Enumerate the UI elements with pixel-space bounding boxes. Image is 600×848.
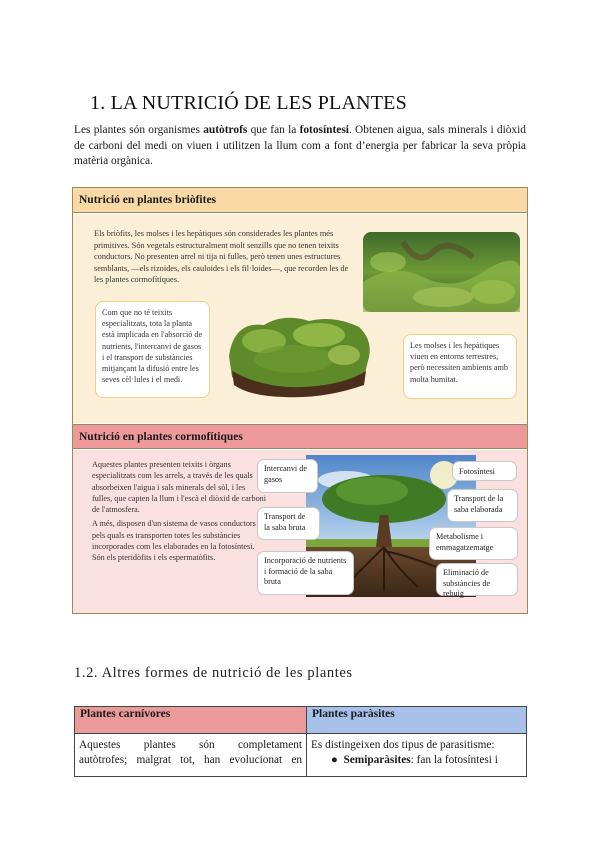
other-nutrition-table	[74, 706, 527, 777]
section-heading: 1.2. Altres formes de nutrició de les plantes	[74, 665, 353, 681]
cormofits-description: Aquestes plantes presenten teixits i òrgans especialitzats com les arrels, a través de les quals absorbeixen l'aigua i sals minerals del sòl, i les fulles, que capten la llum i l'escà el diòxid de carboni de l'atmosfera. A més, disposen d'un sistema de vasos conductors pels quals es transporten totes les substàncies incorporades com les elaborades en la fotosíntesi. Són els pteridòfits i els espermatòfits.	[92, 460, 267, 563]
label-saba-elaborada: Transport de la saba elaborada	[447, 489, 518, 522]
label-incorporacio-nutrients: Incorporació de nutrients i formació de la saba bruta	[257, 551, 354, 595]
moss-forest-photo	[363, 232, 520, 312]
label-intercanvi-gasos: Intercanvi de gasos	[257, 459, 318, 493]
moss-clump-photo	[224, 311, 374, 399]
bullet-icon: ●	[331, 753, 344, 766]
callout-habitat: Les molses i les hepàtiques viuen en entorns terrestres, però necessiten ambients amb molta humitat.	[403, 334, 517, 399]
carnivores-header: Plantes carnívores	[75, 707, 307, 734]
label-fotosintesi: Fotosíntesi	[452, 461, 517, 481]
list-item: ● Semiparàsites: fan la fotosíntesi i	[331, 753, 498, 766]
label-eliminacio-rebuig: Eliminació de substàncies de rebuig	[436, 563, 518, 596]
parasites-header: Plantes paràsites	[307, 707, 527, 734]
intro-paragraph: Les plantes són organismes autòtrofs que fan la fotosíntesi. Obtenen aigua, sals minerals i diòxid de carboni del medi on viuen i utilitzen la llum com a font d’energia per fabricar la seva pròpia matèria orgànica.	[74, 124, 526, 168]
page-title: 1. LA NUTRICIÓ DE LES PLANTES	[90, 92, 407, 114]
parasites-cell: Es distingeixen dos tipus de parasitisme: ● Semiparàsites: fan la fotosíntesi i	[307, 734, 527, 777]
carnivores-cell: Aquestes plantes són completament autòtrofes; malgrat tot, han evolucionat en	[75, 734, 307, 777]
label-saba-bruta: Transport de la saba bruta	[257, 507, 320, 540]
briofits-description: Els briòfits, les molses i les hepàtiques són considerades les plantes més primitives. Són vegetals estructuralment molt senzills que no tenen teixits conductors. No presenten arrel ni tija ni fulles, però tenen unes estructures semblants, —els rizoides, els cauloides i els fil·loides—, que recorden les de les plantes cormofítiques.	[94, 229, 349, 285]
label-metabolisme: Metabolisme i emmagatzematge	[429, 527, 518, 560]
term-fotosintesi: fotosíntesi	[299, 124, 349, 136]
briofits-header: Nutrició en plantes briòfites	[73, 188, 527, 213]
term-autotrofs: autòtrofs	[203, 124, 248, 136]
callout-absorcio: Com que no té teixits especialitzats, tota la planta està implicada en l'absorció de nutrients, l'intercanvi de gasos i el transport de substàncies mitjançant la difusió entre les seves cèl·lules i el medi.	[95, 301, 210, 398]
cormofits-header: Nutrició en plantes cormofítiques	[73, 424, 527, 449]
